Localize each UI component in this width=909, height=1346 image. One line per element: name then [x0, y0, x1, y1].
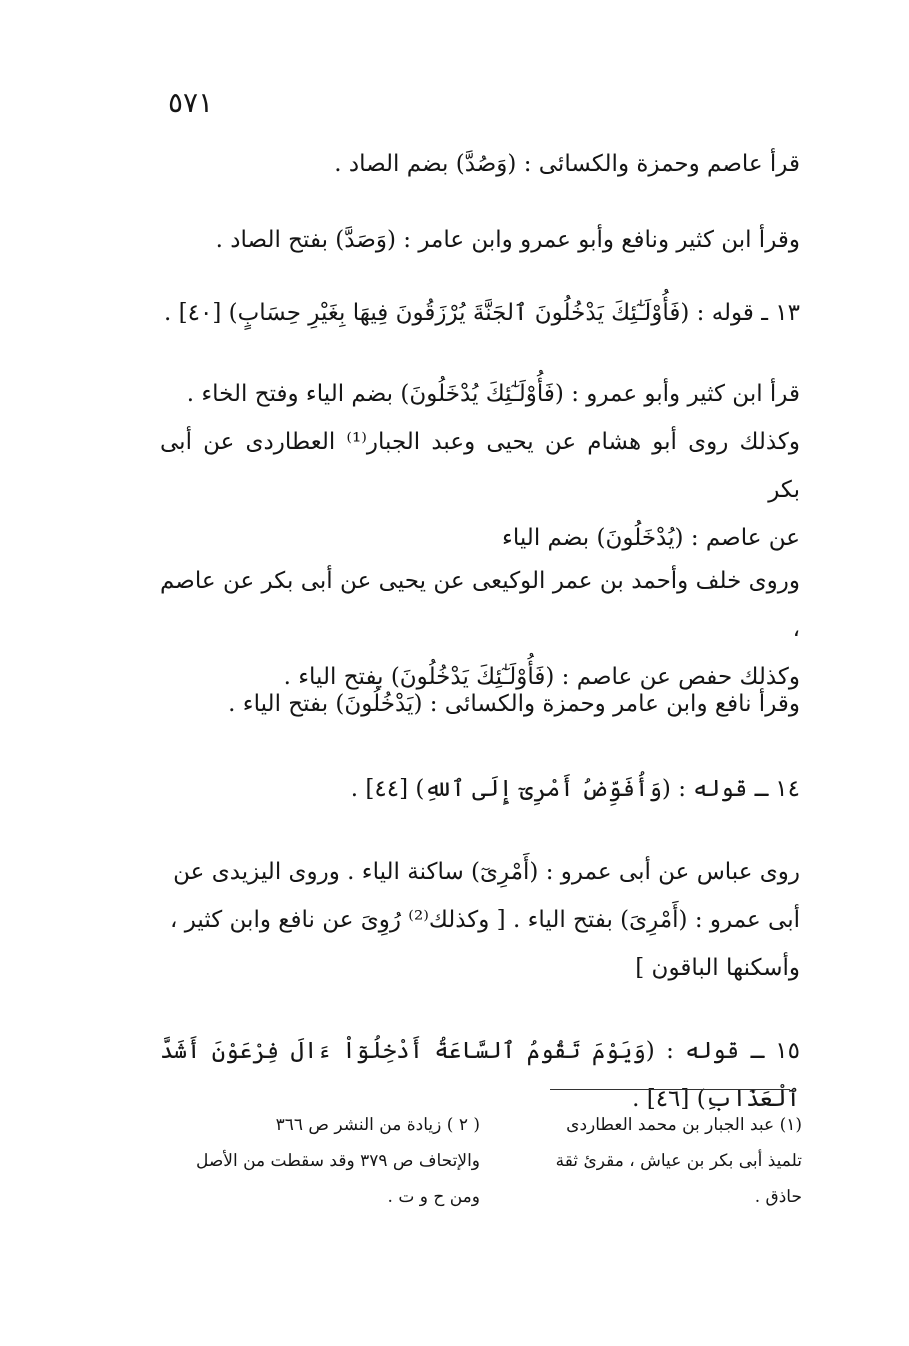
- text-line: وكذلك روى أبو هشام عن يحيى وعبد الجبار⁽¹⁾ العطاردى عن أبى بكر: [160, 429, 800, 503]
- text-line: ١٥ ـ قوله : (وَيَوْمَ تَقُومُ ٱلسَّاعَةُ أَدْخِلُوٓاْ ءَالَ فِرْعَوْنَ أَشَدَّ ٱلْعَذَابِ) [٤٦] .: [160, 1038, 800, 1112]
- footnote-line: تلميذ أبى بكر بن عياش ، مقرئ ثقة: [555, 1151, 802, 1171]
- paragraph-2: [160, 216, 800, 264]
- text-line: قرأ عاصم وحمزة والكسائى : (وَصُدَّ) بضم الصاد .: [334, 151, 800, 177]
- footnote-line: ومن ح و ت .: [387, 1187, 480, 1207]
- footnote-2: [160, 1107, 480, 1215]
- verse-13-heading: [160, 289, 800, 337]
- text-line: وقرأ ابن كثير ونافع وأبو عمرو وابن عامر : (وَصَدَّ) بفتح الصاد .: [215, 227, 800, 253]
- verse-14-heading: [160, 765, 800, 813]
- text-line: وقرأ نافع وابن عامر وحمزة والكسائى : (يَدْخُلُونَ) بفتح الياء .: [228, 691, 800, 717]
- text-line: عن عاصم : (يُدْخَلُونَ) بضم الياء: [502, 525, 800, 551]
- text-line: أبى عمرو : (أَمْرِىَ) بفتح الياء . [ وكذلك⁽²⁾ رُوِىَ عن نافع وابن كثير ،: [169, 907, 800, 933]
- footnote-line: والإتحاف ص ٣٧٩ وقد سقطت من الأصل: [195, 1151, 480, 1171]
- paragraph-3: [160, 370, 800, 562]
- paragraph-1: [160, 140, 800, 188]
- text-line: وكذلك حفص عن عاصم : (فَأُوْلَـٰٓئِكَ يَدْخُلُونَ) بفتح الياء .: [283, 664, 800, 690]
- footnote-line: ( ٢ ) زيادة من النشر ص ٣٦٦: [275, 1115, 480, 1135]
- text-line: وأسكنها الباقون ]: [635, 955, 800, 981]
- text-line: قرأ ابن كثير وأبو عمرو : (فَأُوْلَـٰٓئِكَ يُدْخَلُونَ) بضم الياء وفتح الخاء .: [186, 381, 800, 407]
- paragraph-5: [160, 680, 800, 728]
- text-line: ١٣ ـ قوله : (فَأُوْلَـٰٓئِكَ يَدْخُلُونَ ٱلجَنَّةَ يُرْزَقُونَ فِيهَا بِغَيْرِ حِسَابٍ) [٤٠] .: [164, 300, 800, 326]
- text-line: روى عباس عن أبى عمرو : (أَمْرِىٓ) ساكنة الياء . وروى اليزيدى عن: [173, 859, 800, 885]
- text-line: ١٤ ـ قوله : (وَأُفَوِّضُ أَمْرِىٓ إِلَى ٱللهِ) [٤٤] .: [350, 776, 800, 802]
- page-number: ٥٧١: [168, 86, 214, 119]
- footnote-line: (١) عبد الجبار بن محمد العطاردى: [566, 1115, 802, 1135]
- paragraph-6: [160, 848, 800, 992]
- text-line: وروى خلف وأحمد بن عمر الوكيعى عن يحيى عن أبى بكر عن عاصم ،: [160, 568, 800, 642]
- footnote-line: حاذق .: [754, 1187, 802, 1207]
- footnote-divider: [550, 1089, 790, 1090]
- footnote-1: [490, 1107, 802, 1215]
